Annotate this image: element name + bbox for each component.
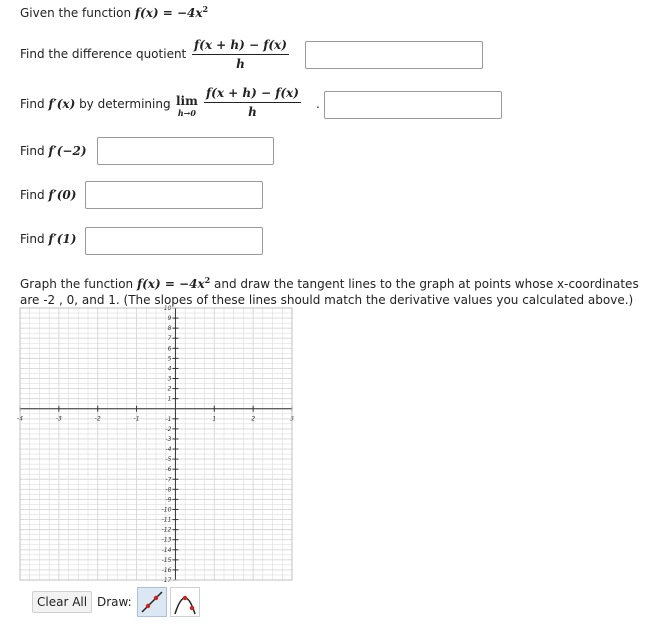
y-tick-label: -16: [161, 566, 172, 574]
y-tick-label: -2: [165, 425, 172, 433]
y-tick-label: -12: [161, 526, 172, 534]
fprime-neg2-input[interactable]: [97, 137, 274, 165]
derivative-limit-mid-text: by determining: [75, 97, 171, 111]
fraction-numerator: f(x + h) − f(x): [192, 38, 289, 55]
period: .: [316, 97, 320, 111]
fprime-0-input[interactable]: [85, 181, 263, 209]
derivative-limit-find-text: Find: [20, 97, 49, 111]
y-tick-label: 10: [163, 305, 172, 312]
line-tool-icon: [138, 588, 166, 616]
y-tick-label: 6: [167, 345, 172, 353]
diff-quotient-label: [20, 47, 186, 61]
x-tick-label: 3: [290, 415, 294, 423]
fprime-1-label: [20, 232, 76, 246]
y-tick-label: -9: [165, 496, 172, 504]
limit-operator: [176, 94, 198, 118]
y-tick-label: -7: [165, 476, 172, 484]
x-tick-label: -4: [17, 415, 23, 423]
y-tick-label: -13: [161, 536, 172, 544]
draw-label: Draw:: [97, 595, 132, 609]
y-tick-label: -1: [165, 415, 172, 423]
y-tick-label: 2: [167, 385, 172, 393]
x-tick-label: 2: [251, 415, 256, 423]
function-statement: [20, 4, 208, 20]
y-tick-label: 5: [167, 355, 172, 363]
y-tick-label: -4: [165, 446, 172, 454]
y-tick-label: -5: [165, 456, 172, 464]
limit-subscript: h→0: [177, 108, 196, 118]
function-expression: f(x) = −4x: [134, 6, 203, 20]
fraction-denominator: h: [236, 57, 245, 71]
y-tick-label: -10: [161, 506, 172, 514]
graph-canvas[interactable]: [18, 306, 294, 582]
fprime-1-expr: f′(1): [48, 232, 77, 246]
graph-instructions: [20, 272, 640, 308]
y-tick-label: -3: [165, 435, 172, 443]
graph-instructions-start: Graph the function: [20, 277, 137, 291]
graph-function-exponent: 2: [204, 275, 211, 285]
fprime-0-find-text: Find: [20, 188, 49, 202]
y-tick-label: 4: [167, 365, 172, 373]
fprime-neg2-find-text: Find: [20, 144, 49, 158]
diff-quotient-input[interactable]: [305, 41, 483, 69]
diff-quotient-text: Find the difference quotient: [20, 47, 187, 61]
parabola-tool-button[interactable]: [170, 587, 200, 617]
y-tick-label: -6: [165, 466, 172, 474]
graph-function-expression: f(x) = −4x: [136, 277, 205, 291]
fprime-1-input[interactable]: [85, 227, 263, 255]
parabola-tool-icon: [171, 588, 199, 616]
y-tick-label: 3: [167, 375, 172, 383]
clear-all-button[interactable]: Clear All: [32, 591, 92, 613]
y-tick-label: -11: [161, 516, 172, 524]
function-exponent: 2: [202, 4, 209, 14]
fprime-1-find-text: Find: [20, 232, 49, 246]
fprime-0-expr: f′(0): [48, 188, 77, 202]
fprime-neg2-label: [20, 144, 87, 158]
y-tick-label: -15: [161, 556, 172, 564]
fprime-0-label: [20, 188, 76, 202]
limit-fraction-denominator: h: [248, 105, 257, 119]
graph-instructions-end: and draw the tangent lines to the graph at points whose x-coordinates are -2 , 0, and 1. (The slopes of these lines should match the derivative values you calculated above.): [20, 277, 639, 307]
diff-quotient-fraction: [192, 38, 289, 71]
limit-word: lim: [176, 94, 198, 108]
fprime-x-input[interactable]: [324, 91, 502, 119]
x-tick-label: 1: [212, 415, 217, 423]
y-tick-label: 8: [167, 325, 172, 333]
y-tick-label: -14: [161, 546, 172, 554]
limit-fraction: [204, 86, 301, 119]
y-tick-label: 7: [167, 335, 172, 343]
limit-fraction-numerator: f(x + h) − f(x): [204, 86, 301, 103]
y-tick-label: -8: [165, 486, 172, 494]
intro-text: Given the function: [20, 6, 135, 20]
fprime-x-expr: f′(x): [48, 97, 76, 111]
derivative-limit-label: [20, 97, 171, 111]
x-tick-label: -1: [133, 415, 140, 423]
fprime-neg2-expr: f′(−2): [48, 144, 87, 158]
line-tool-button[interactable]: [137, 587, 167, 617]
y-tick-label: 9: [167, 315, 172, 323]
x-tick-label: -2: [94, 415, 101, 423]
y-tick-label: 1: [167, 395, 172, 403]
y-tick-label: -17: [161, 577, 172, 584]
x-tick-label: -3: [55, 415, 62, 423]
